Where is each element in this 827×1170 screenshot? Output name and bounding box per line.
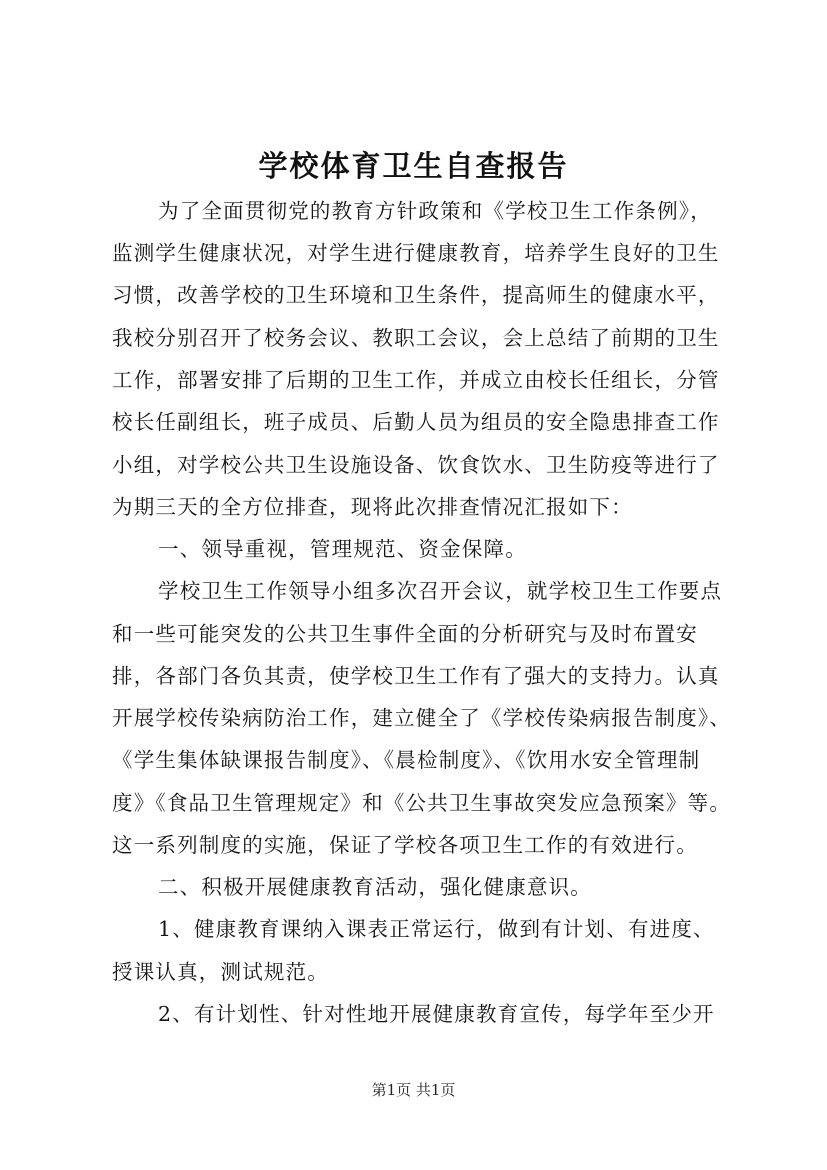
text-line: 为期三天的全方位排查，现将此次排查情况汇报如下：: [112, 495, 633, 519]
text-line: 学校卫生工作领导小组多次召开会议，就学校卫生工作要点: [158, 579, 723, 603]
text-line: 授课认真，测试规范。: [112, 960, 329, 984]
text-line: 这一系列制度的实施，保证了学校各项卫生工作的有效进行。: [112, 833, 698, 857]
text-line: 工作，部署安排了后期的卫生工作，并成立由校长任组长，分管: [112, 368, 720, 392]
section-heading: 一、领导重视，管理规范、资金保障。: [158, 537, 527, 561]
text-line: 1、健康教育课纳入课表正常运行，做到有计划、有进度、: [158, 917, 715, 941]
text-line: 排，各部门各负其责，使学校卫生工作有了强大的支持力。认真: [112, 664, 720, 688]
text-line: 度》《食品卫生管理规定》和《公共卫生事故突发应急预案》等。: [112, 791, 732, 815]
text-line: 《学生集体缺课报告制度》、《晨检制度》、《饮用水安全管理制: [112, 748, 701, 772]
text-line: 和一些可能突发的公共卫生事件全面的分析研究与及时布置安: [112, 622, 698, 646]
text-line: 为了全面贯彻党的教育方针政策和《学校卫生工作条例》，: [158, 199, 712, 223]
text-line: 开展学校传染病防治工作，建立健全了《学校传染病报告制度》、: [112, 706, 732, 730]
section-heading: 二、积极开展健康教育活动，强化健康意识。: [158, 875, 592, 899]
text-line: 监测学生健康状况，对学生进行健康教育，培养学生良好的卫生: [112, 241, 720, 265]
text-line: 小组，对学校公共卫生设施设备、饮食饮水、卫生防疫等进行了: [112, 453, 720, 477]
text-line: 2、有计划性、针对性地开展健康教育宣传，每学年至少开: [158, 1002, 715, 1026]
document-title: 学校体育卫生自查报告: [258, 149, 569, 183]
text-line: 我校分别召开了校务会议、教职工会议，会上总结了前期的卫生: [112, 326, 720, 350]
page-footer: 第1页 共1页: [371, 1081, 456, 1099]
text-line: 校长任副组长，班子成员、后勤人员为组员的安全隐患排查工作: [112, 410, 720, 434]
text-line: 习惯，改善学校的卫生环境和卫生条件，提高师生的健康水平，: [112, 283, 720, 307]
